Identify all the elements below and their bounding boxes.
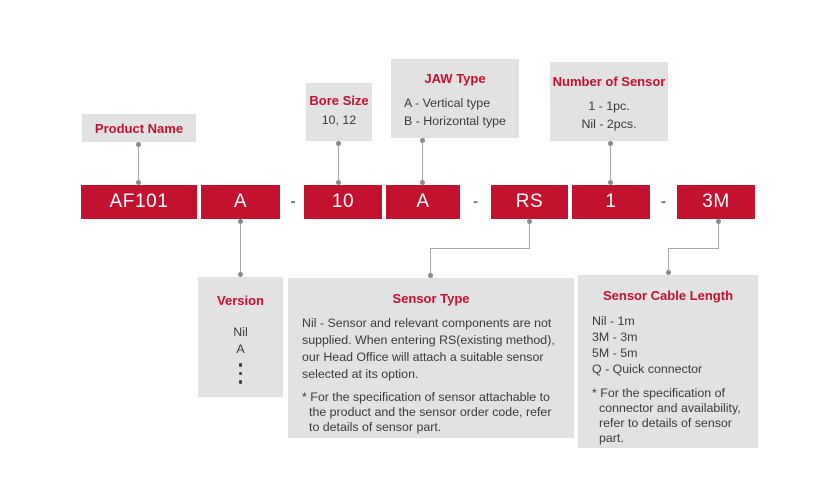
- connector-dot: [238, 219, 243, 224]
- code-segment-version: A: [201, 185, 280, 219]
- code-segment-cable-length: 3M: [677, 185, 755, 219]
- connector-line: [338, 141, 339, 185]
- connector-dot: [428, 273, 433, 278]
- callout-title: Sensor Type: [392, 291, 470, 306]
- version-option-nil: Nil: [233, 325, 248, 339]
- connector-dot: [336, 141, 341, 146]
- jaw-type-option-b: B - Horizontal type: [404, 114, 506, 128]
- vertical-ellipsis-icon: [198, 358, 283, 384]
- cable-length-note: * For the specification of connector and availability, refer to details of sensor part.: [592, 386, 741, 445]
- code-separator: -: [661, 193, 666, 210]
- callout-title: Number of Sensor: [552, 74, 666, 89]
- code-segment-product: AF101: [81, 185, 197, 219]
- connector-line: [138, 142, 139, 185]
- sensor-type-description: Nil - Sensor and relevant components are not supplied. When entering RS(existing method), our Head Office will attach a suitable sensor selected at its option.: [302, 316, 555, 381]
- callout-title: Bore Size: [309, 93, 369, 108]
- cable-option-3m: 3M - 3m: [592, 330, 638, 344]
- cable-option-nil: Nil - 1m: [592, 314, 635, 328]
- callout-sensor-type: [288, 278, 574, 438]
- cable-option-5m: 5M - 5m: [592, 346, 638, 360]
- connector-dot: [136, 142, 141, 147]
- connector-dot: [336, 180, 341, 185]
- callout-title: Version: [217, 293, 264, 308]
- code-segment-sensor-type: RS: [491, 185, 568, 219]
- callout-number-of-sensor: [550, 62, 668, 141]
- jaw-type-option-a: A - Vertical type: [404, 96, 491, 110]
- callout-jaw-type: [391, 59, 519, 138]
- callout-product-name: [82, 114, 196, 142]
- callout-bore-size: [306, 83, 372, 141]
- code-separator: -: [290, 193, 296, 210]
- callout-title: Product Name: [94, 120, 184, 136]
- connector-line: [668, 248, 719, 249]
- connector-dot: [136, 180, 141, 185]
- connector-line: [430, 248, 530, 249]
- code-separator: -: [473, 193, 478, 210]
- connector-dot: [420, 138, 425, 143]
- connector-line: [610, 141, 611, 185]
- connector-dot: [716, 219, 721, 224]
- connector-dot: [666, 270, 671, 275]
- code-segment-jaw-type: A: [386, 185, 460, 219]
- connector-line: [240, 219, 241, 277]
- bore-size-values: 10, 12: [321, 113, 357, 127]
- connector-dot: [527, 219, 532, 224]
- sensor-type-note: * For the specification of sensor attachable to the product and the sensor order code, refer to details of sensor part.: [302, 390, 552, 434]
- callout-title: Sensor Cable Length: [602, 288, 734, 303]
- cable-option-q: Q - Quick connector: [592, 362, 703, 376]
- connector-dot: [238, 272, 243, 277]
- callout-sensor-cable-length: [578, 275, 758, 448]
- code-segment-bore-size: 10: [304, 185, 382, 219]
- connector-dot: [608, 141, 613, 146]
- connector-dot: [420, 180, 425, 185]
- callout-version: [198, 277, 283, 397]
- number-of-sensor-option-1: 1 - 1pc.: [588, 99, 630, 113]
- code-segment-sensor-count: 1: [572, 185, 650, 219]
- callout-title: JAW Type: [424, 71, 486, 86]
- connector-line: [422, 138, 423, 185]
- number-of-sensor-option-nil: Nil - 2pcs.: [581, 117, 637, 131]
- connector-dot: [608, 180, 613, 185]
- version-option-a: A: [236, 342, 245, 356]
